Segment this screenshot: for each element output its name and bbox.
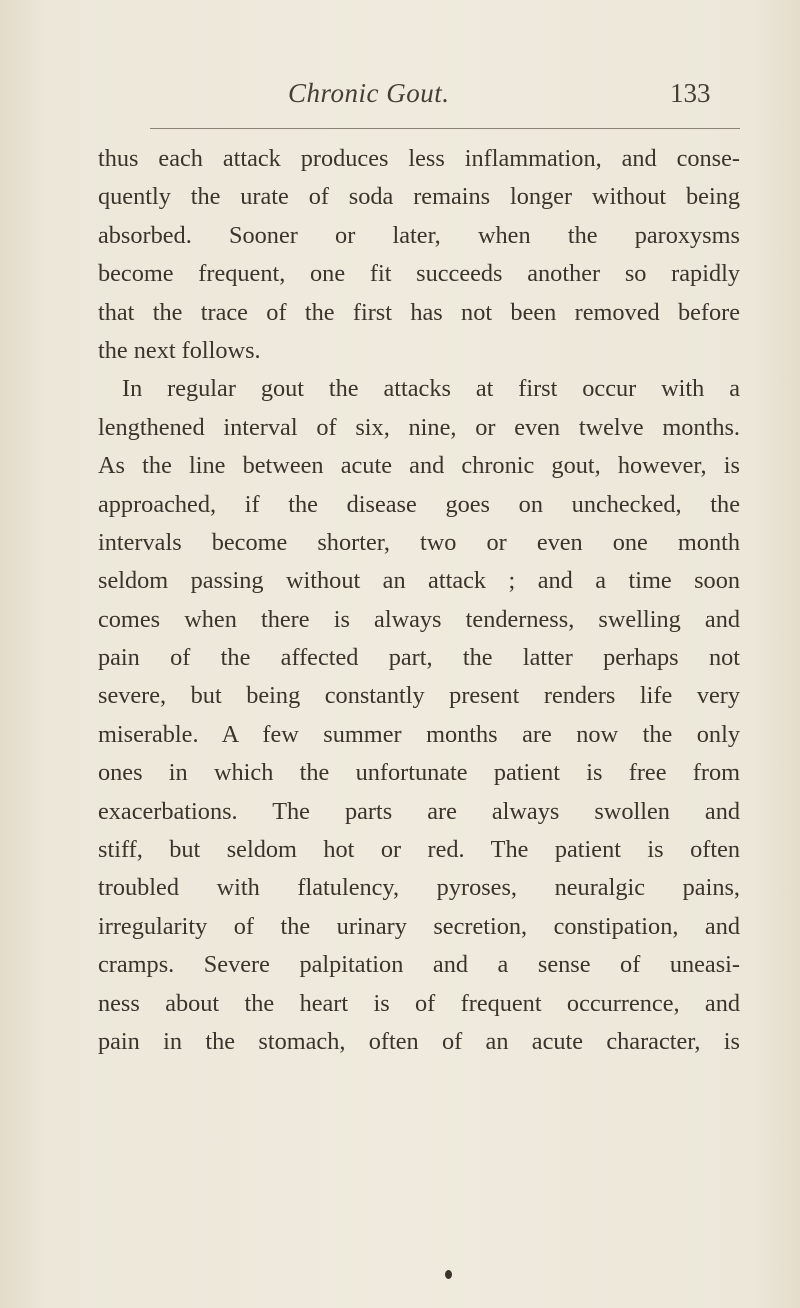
text-line: absorbed. Sooner or later, when the paroxysms [98, 221, 740, 249]
printer-mark [445, 1270, 452, 1279]
page-number: 133 [670, 78, 711, 108]
text-line: pain of the affected part, the latter perhaps not [98, 644, 740, 672]
text-line: In regular gout the attacks at first occur with a [122, 375, 740, 403]
text-line: irregularity of the urinary secretion, constipation, and [98, 912, 740, 940]
text-line: miserable. A few summer months are now the only [98, 720, 740, 748]
text-line: that the trace of the first has not been removed before [98, 298, 740, 326]
text-line: troubled with flatulency, pyroses, neuralgic pains, [98, 874, 740, 902]
body-text [98, 140, 740, 1061]
page-header [0, 78, 800, 118]
text-line: pain in the stomach, often of an acute character, is [98, 1027, 740, 1055]
header-rule [150, 128, 740, 129]
text-line: seldom passing without an attack ; and a time soon [98, 567, 740, 595]
text-line: As the line between acute and chronic gout, however, is [98, 452, 740, 480]
text-line: ones in which the unfortunate patient is free from [98, 759, 740, 787]
text-line: become frequent, one fit succeeds another so rapidly [98, 260, 740, 288]
text-line: thus each attack produces less inflammation, and conse- [98, 145, 740, 172]
text-line: lengthened interval of six, nine, or even twelve months. [98, 413, 740, 441]
text-line: quently the urate of soda remains longer without being [98, 183, 740, 211]
text-line: ness about the heart is of frequent occurrence, and [98, 989, 740, 1017]
running-title: Chronic Gout. [288, 78, 450, 108]
text-line: severe, but being constantly present renders life very [98, 682, 740, 710]
text-line: approached, if the disease goes on unchecked, the [98, 490, 740, 518]
text-line: intervals become shorter, two or even one month [98, 528, 740, 556]
text-line: cramps. Severe palpitation and a sense of uneasi- [98, 951, 740, 979]
text-line: stiff, but seldom hot or red. The patient is often [98, 836, 740, 864]
text-line: the next follows. [98, 336, 261, 364]
text-line: exacerbations. The parts are always swollen and [98, 797, 740, 825]
text-line: comes when there is always tenderness, swelling and [98, 605, 740, 633]
